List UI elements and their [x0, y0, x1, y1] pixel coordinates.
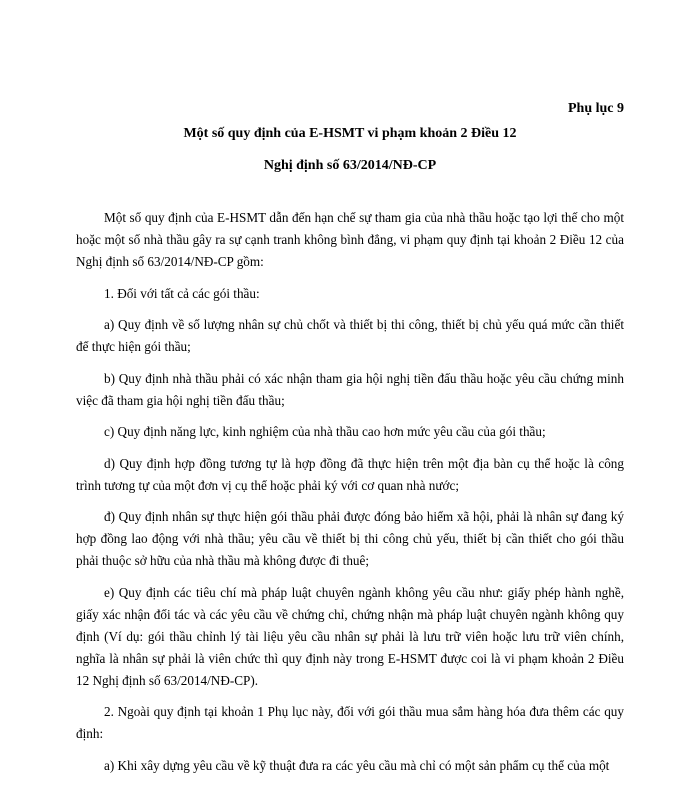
intro-paragraph: Một số quy định của E-HSMT dẫn đến hạn chế sự tham gia của nhà thầu hoặc tạo lợi thế cho một hoặc một số nhà thầu gây ra sự cạnh tranh không bình đẳng, vi phạm quy định tại khoản 2 Điều 12 của Nghị định số 63/2014/NĐ-CP gồm:: [76, 210, 624, 269]
list-item-c: c) Quy định năng lực, kinh nghiệm của nhà thầu cao hơn mức yêu cầu của gói thầu;: [104, 424, 546, 439]
document-title: Một số quy định của E-HSMT vi phạm khoản 2 Điều 12: [183, 126, 517, 141]
list-item-e: e) Quy định các tiêu chí mà pháp luật chuyên ngành không yêu cầu như: giấy phép hành nghề, giấy xác nhận đối tác và các yêu cầu về chứng chỉ, chứng nhận mà pháp luật chuyên ngành không quy định (Ví dụ: gói thầu chỉnh lý tài liệu yêu cầu nhân sự phải là lưu trữ viên hoặc lưu trữ viên chính, nghĩa là nhân sự phải là viên chức thì quy định này trong E-HSMT được coi là vi phạm khoản 2 Điều 12 Nghị định số 63/2014/NĐ-CP).: [76, 584, 624, 688]
list-item-dd: đ) Quy định nhân sự thực hiện gói thầu phải được đóng bảo hiểm xã hội, phải là nhân sự đang ký hợp đồng lao động với nhà thầu; yêu cầu về thiết bị thi công chủ yếu, thiết bị cần thiết cho gói thầu phải thuộc sở hữu của nhà thầu mà không được đi thuê;: [76, 509, 624, 568]
list-item-d: d) Quy định hợp đồng tương tự là hợp đồng đã thực hiện trên một địa bàn cụ thể hoặc là công trình tương tự của một đơn vị cụ thể hoặc phải ký với cơ quan nhà nước;: [76, 455, 624, 493]
list-item-2a: a) Khi xây dựng yêu cầu về kỹ thuật đưa ra các yêu cầu mà chỉ có một sản phẩm cụ thể của một: [104, 757, 610, 773]
section-heading-1: 1. Đối với tất cả các gói thầu:: [104, 285, 260, 301]
document-body: [76, 207, 624, 786]
section-heading-2: 2. Ngoài quy định tại khoản 1 Phụ lục này, đối với gói thầu mua sắm hàng hóa đưa thêm các quy định:: [76, 704, 624, 741]
list-item-a: a) Quy định về số lượng nhân sự chủ chốt và thiết bị thi công, thiết bị chủ yếu quá mức cần thiết để thực hiện gói thầu;: [76, 317, 624, 354]
appendix-label: Phụ lục 9: [567, 101, 624, 116]
list-item-b: b) Quy định nhà thầu phải có xác nhận tham gia hội nghị tiền đấu thầu hoặc yêu cầu chứng minh việc đã tham gia hội nghị tiền đấu thầu;: [76, 370, 624, 408]
document-subtitle: Nghị định số 63/2014/NĐ-CP: [263, 158, 437, 173]
